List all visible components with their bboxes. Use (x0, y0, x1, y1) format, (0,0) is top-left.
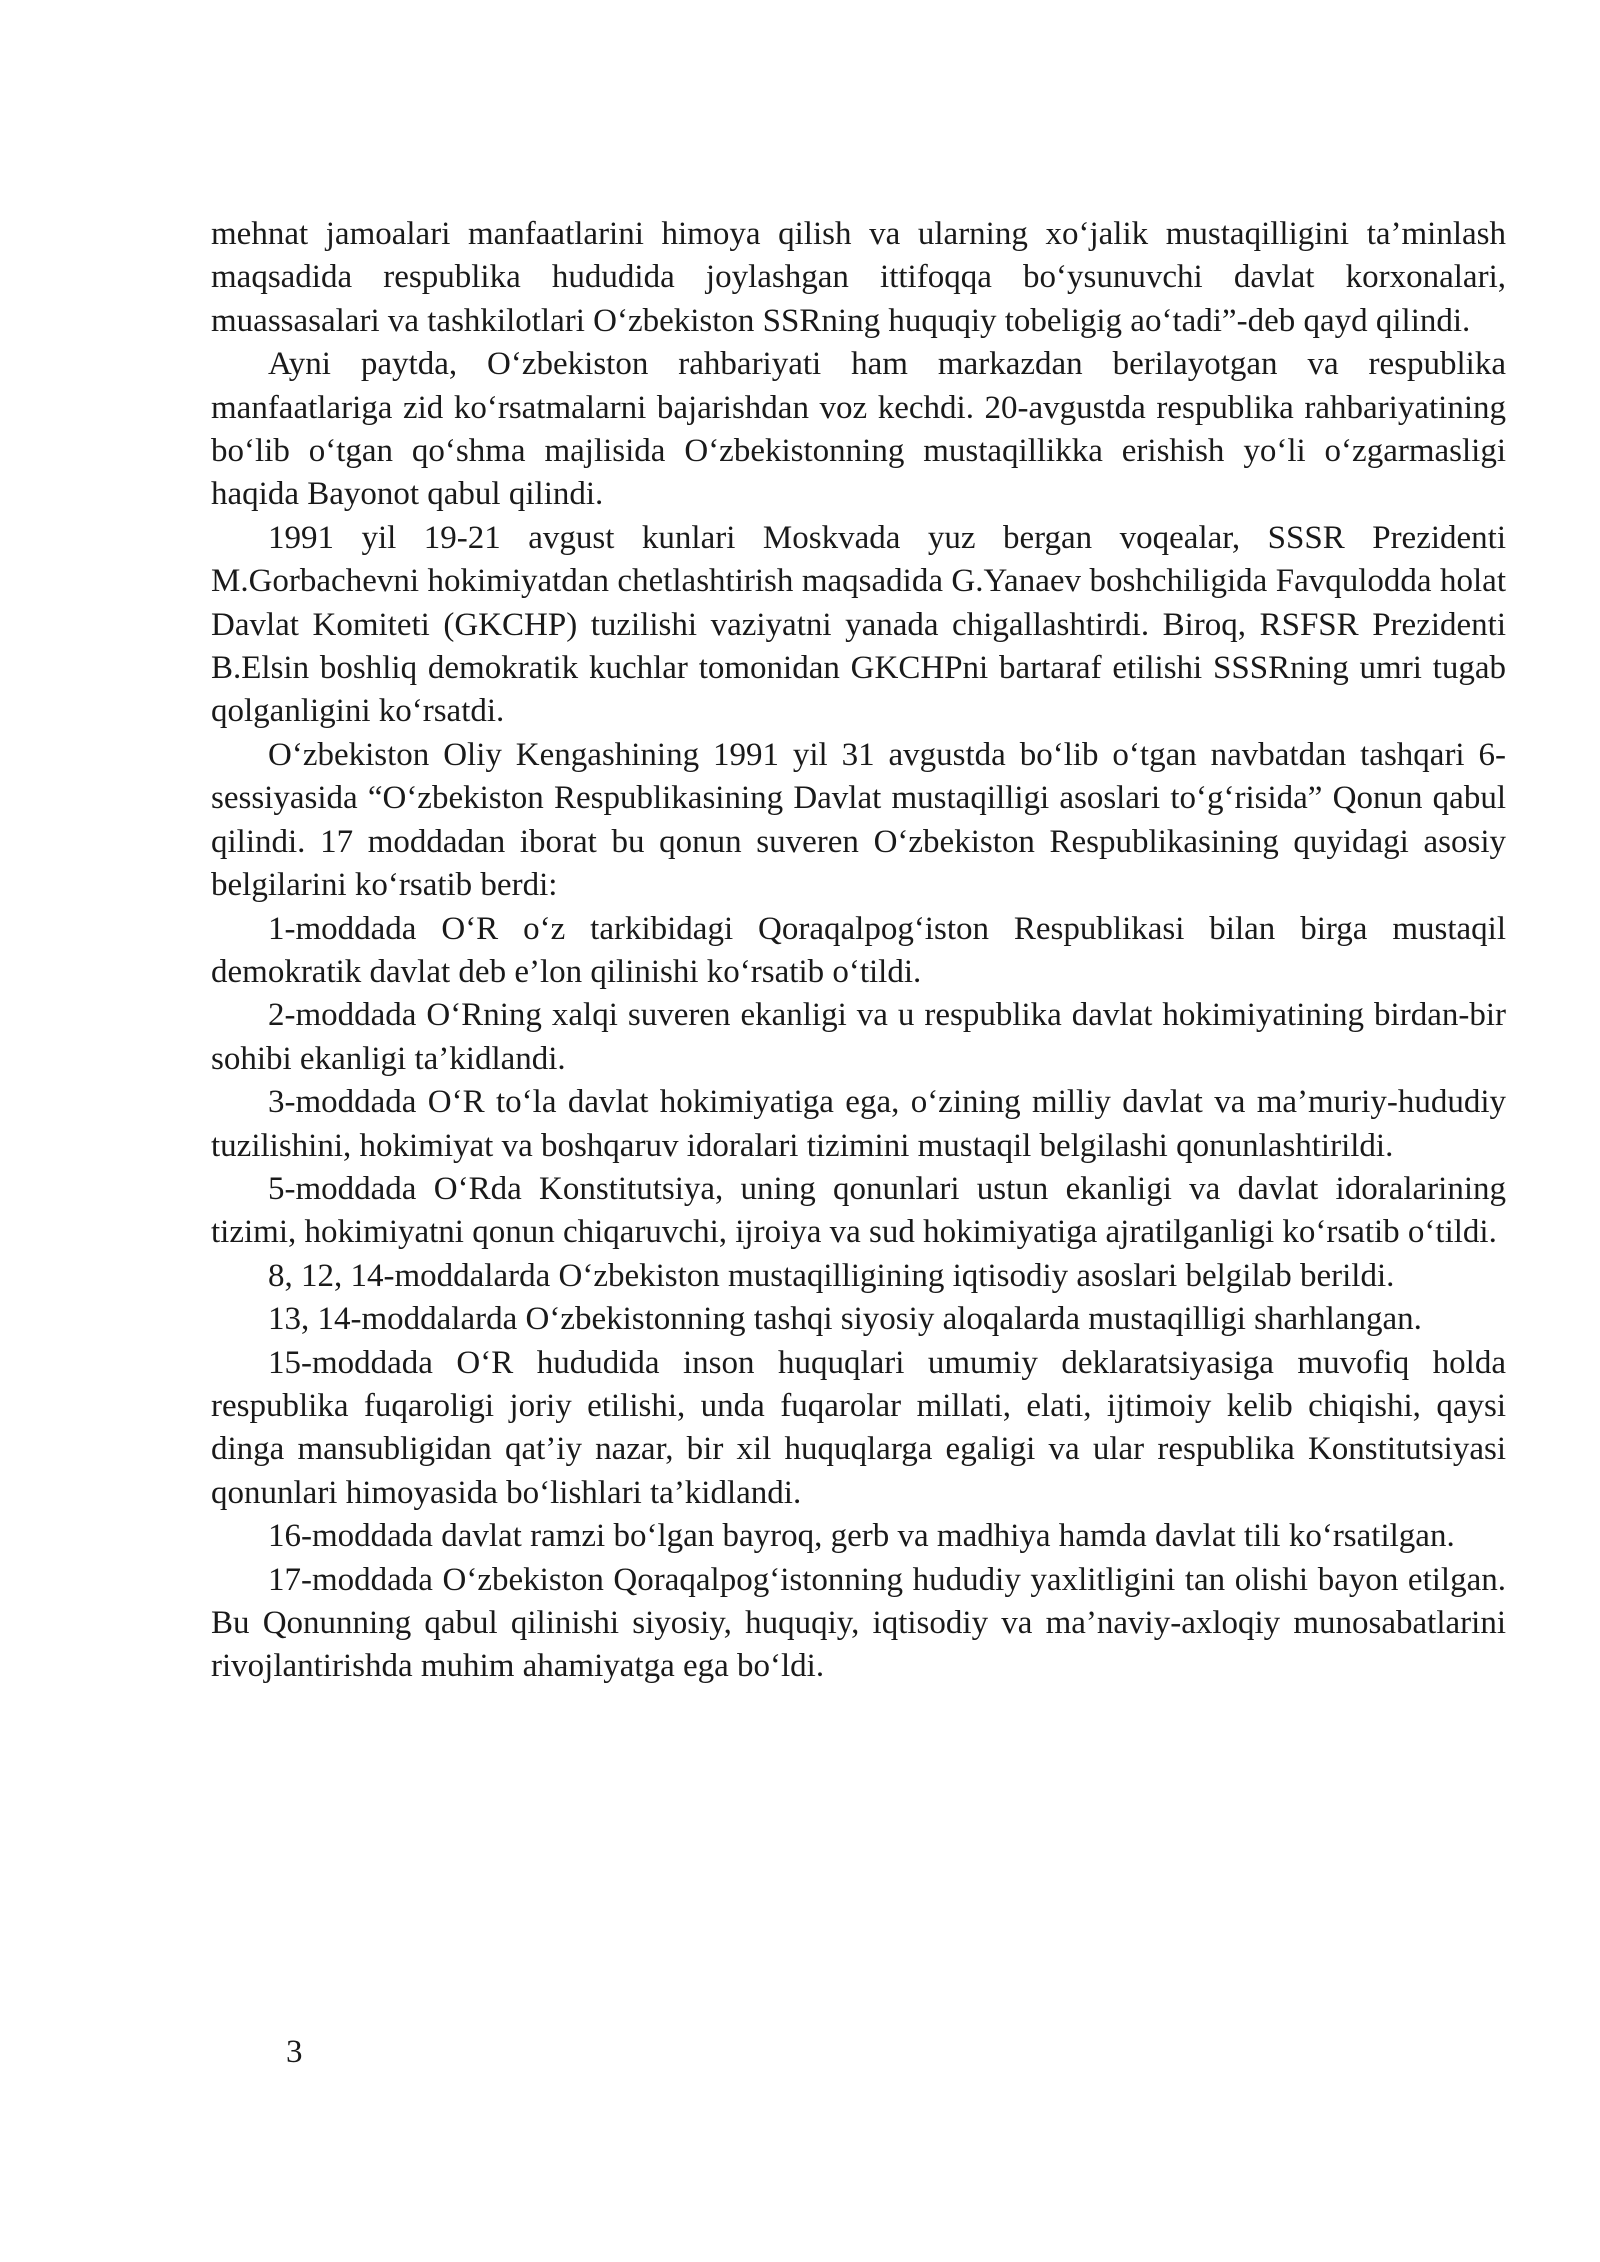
paragraph-article-1: 1-moddada O‘R o‘z tarkibidagi Qoraqalpog‘iston Respublikasi bilan birga mustaqil demokratik davlat deb e’lon qilinishi ko‘rsatib o‘tildi. (211, 910, 1506, 990)
paragraph-article-17: 17-moddada O‘zbekiston Qoraqalpog‘istonning hududiy yaxlitligini tan olishi bayon etilgan. Bu Qonunning qabul qilinishi siyosiy, huquqiy, iqtisodiy va ma’naviy-axloqiy munosabatlarini rivojlantirishda muhim ahamiyatga ega bo‘ldi. (211, 1561, 1506, 1685)
paragraph-article-5: 5-moddada O‘Rda Konstitutsiya, uning qonunlari ustun ekanligi va davlat idoralarining tizimi, hokimiyatni qonun chiqaruvchi, ijroiya va sud hokimiyatiga ajratilganligi ko‘rsatib o‘tildi. (211, 1170, 1506, 1251)
paragraph-article-2: 2-moddada O‘Rning xalqi suveren ekanligi va u respublika davlat hokimiyatining birdan-bir sohibi ekanligi ta’kidlandi. (211, 997, 1506, 1077)
paragraph-articles-13-14: 13, 14-moddalarda O‘zbekistonning tashqi siyosiy aloqalarda mustaqilligi sharhlangan. (268, 1301, 1422, 1338)
document-body (211, 213, 1506, 1689)
paragraph-article-15: 15-moddada O‘R hududida inson huquqlari umumiy deklaratsiyasiga muvofiq holda respublika fuqaroligi joriy etilishi, unda fuqarolar millati, elati, ijtimoiy kelib chiqishi, qaysi dinga mansubligidan qat’iy nazar, bir xil huquqlarga egaligi va ular respublika Konstitutsiyasi qonunlari himoyasida bo‘lishlari ta’kidlandi. (211, 1344, 1506, 1511)
paragraph-articles-8-12-14: 8, 12, 14-moddalarda O‘zbekiston mustaqilligining iqtisodiy asoslari belgilab berildi. (268, 1257, 1395, 1294)
paragraph-august-events: 1991 yil 19-21 avgust kunlari Moskvada yuz bergan voqealar, SSSR Prezidenti M.Gorbachevni hokimiyatdan chetlashtirish maqsadida G.Yanaev boshchiligida Favqulodda holat Davlat Komiteti (GKCHP) tuzilishi vaziyatni yanada chigallashtirdi. Biroq, RSFSR Prezidenti B.Elsin boshliq demokratik kuchlar tomonidan GKCHPni bartaraf etilishi SSSRning umri tugab qolganligini ko‘rsatdi. (211, 519, 1506, 730)
paragraph-continuation: mehnat jamoalari manfaatlarini himoya qilish va ularning xo‘jalik mustaqilligini ta’minlash maqsadida respublika hududida joylashgan ittifoqqa bo‘ysunuvchi davlat korxonalari, muassasalari va tashkilotlari O‘zbekiston SSRning huquqiy tobeligig ao‘tadi”-deb qayd qilindi. (211, 216, 1506, 339)
page-number: 3 (286, 2034, 303, 2070)
paragraph-article-3: 3-moddada O‘R to‘la davlat hokimiyatiga ega, o‘zining milliy davlat va ma’muriy-hududiy tuzilishini, hokimiyat va boshqaruv idoralari tizimini mustaqil belgilashi qonunlashtirildi. (211, 1084, 1506, 1164)
paragraph-leadership-statement: Ayni paytda, O‘zbekiston rahbariyati ham markazdan berilayotgan va respublika manfaatlariga zid ko‘rsatmalarni bajarishdan voz kechdi. 20-avgustda respublika rahbariyatining bo‘lib o‘tgan qo‘shma majlisida O‘zbekistonning mustaqillikka erishish yo‘li o‘zgarmasligi haqida Bayonot qabul qilindi. (211, 346, 1506, 513)
paragraph-independence-law: O‘zbekiston Oliy Kengashining 1991 yil 31 avgustda bo‘lib o‘tgan navbatdan tashqari 6-sessiyasida “O‘zbekiston Respublikasining Davlat mustaqilligi asoslari to‘g‘risida” Qonun qabul qilindi. 17 moddadan iborat bu qonun suveren O‘zbekiston Respublikasining quyidagi asosiy belgilarini ko‘rsatib berdi: (211, 736, 1506, 904)
paragraph-article-16: 16-moddada davlat ramzi bo‘lgan bayroq, gerb va madhiya hamda davlat tili ko‘rsatilgan. (268, 1518, 1455, 1555)
